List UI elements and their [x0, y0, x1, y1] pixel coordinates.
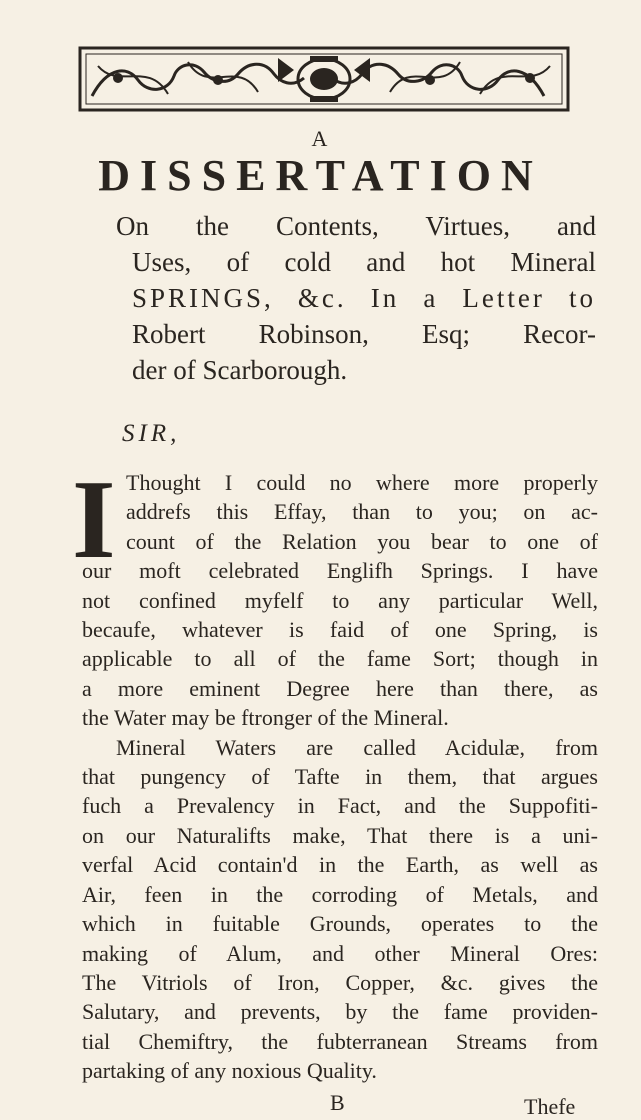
page-title: DISSERTATION: [98, 151, 543, 200]
body-line: The Vitriols of Iron, Copper, &c. gives the: [82, 969, 598, 995]
body-line: tial Chemiftry, the fubterranean Streams from: [82, 1028, 598, 1054]
salutation: SIR,: [122, 420, 181, 447]
body-line: fuch a Prevalency in Fact, and the Suppofiti-: [82, 793, 598, 819]
body-line: Air, feen in the corroding of Metals, and: [82, 881, 598, 907]
body-line: partaking of any noxious Quality.: [82, 1058, 377, 1084]
catchword: Thefe: [524, 1094, 576, 1119]
drop-cap: I: [72, 458, 116, 582]
body-line: count of the Relation you bear to one of: [126, 528, 598, 554]
decorative-headpiece-icon: [78, 46, 570, 112]
page-footer: [0, 1090, 641, 1120]
subtitle-line: Robert Robinson, Esq; Recor-: [132, 319, 596, 349]
body-line: the Water may be ftronger of the Mineral.: [82, 705, 449, 731]
body-line: not confined myfelf to any particular Well,: [82, 587, 598, 613]
body-line: a more eminent Degree here than there, as: [82, 675, 598, 701]
subtitle: [116, 208, 596, 388]
body-line: Salutary, and prevents, by the fame providen-: [82, 999, 598, 1025]
title-article: A: [311, 126, 330, 151]
body-line: on our Naturalifts make, That there is a uni-: [82, 822, 598, 848]
subtitle-line: Uses, of cold and hot Mineral: [132, 247, 596, 277]
subtitle-line: der of Scarborough.: [132, 355, 348, 385]
body-line: applicable to all of the fame Sort; though in: [82, 646, 598, 672]
body-line: becaufe, whatever is faid of one Spring, is: [82, 617, 598, 643]
body-line: Thought I could no where more properly: [126, 470, 598, 495]
body-line: Mineral Waters are called Acidulæ, from: [116, 734, 598, 760]
body-line: addrefs this Effay, than to you; on ac-: [126, 499, 598, 525]
body-line: that pungency of Tafte in them, that argues: [82, 764, 598, 790]
body-line: our moft celebrated Englifh Springs. I have: [82, 558, 598, 584]
subtitle-line: SPRINGS, &c. In a Letter to: [132, 283, 596, 313]
subtitle-line: On the Contents, Virtues, and: [116, 211, 596, 241]
body-line: making of Alum, and other Mineral Ores:: [82, 940, 598, 966]
letter-body: [82, 468, 598, 1086]
body-line: which in fuitable Grounds, operates to the: [82, 911, 598, 937]
signature-mark: B: [330, 1090, 345, 1115]
body-line: verfal Acid contain'd in the Earth, as well as: [82, 852, 598, 878]
